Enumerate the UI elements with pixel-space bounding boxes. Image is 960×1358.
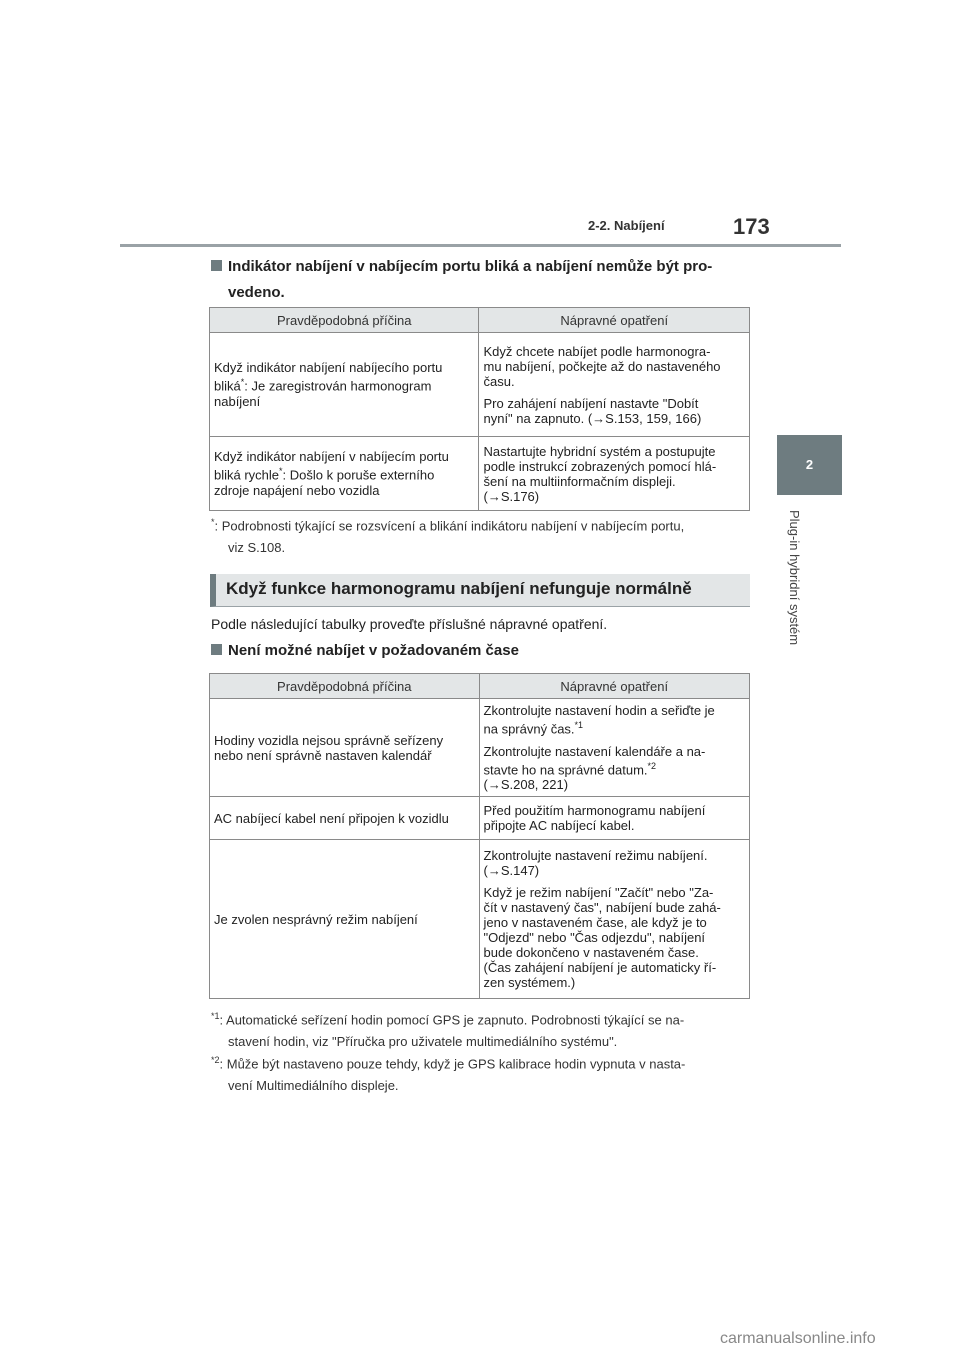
square-bullet-icon (211, 644, 222, 655)
table-row (210, 437, 750, 511)
fix-cell: Před použitím harmonogramu nabíjení připojte AC nabíjecí kabel. (479, 797, 750, 840)
cause-cell: Hodiny vozidla nejsou správně seřízeny nebo není správně nastaven kalendář (210, 699, 480, 797)
footnote: *: Podrobnosti týkající se rozsvícení a blikání indikátoru nabíjení v nabíjecím portu, viz S.108. (211, 517, 685, 556)
cause-cell: Je zvolen nesprávný režim nabíjení (210, 840, 480, 999)
table-row (210, 333, 750, 437)
chapter-tab[interactable]: 2 (777, 435, 842, 495)
watermark: carmanualsonline.info (720, 1330, 876, 1347)
fix-cell: Když chcete nabíjet podle harmonogra- mu nabíjení, počkejte až do nastaveného času. Pro zahájení nabíjení nastavte "Dobít nyní" na zapnuto. (→S.153, 159, 166) (479, 333, 750, 437)
table-row (210, 840, 750, 999)
table-row (210, 699, 750, 797)
cause-cell: Když indikátor nabíjení v nabíjecím portu bliká rychle*: Došlo k poruše externího zdroje napájení nebo vozidla (210, 437, 479, 511)
table-causes-1 (209, 307, 750, 511)
footnote: $^{*2}$: Může být nastaveno pouze tehdy, když je GPS kalibrace hodin vypnuta v nasta- vení Multimediálního displeje. (211, 1055, 686, 1094)
square-bullet-icon (211, 260, 222, 271)
fix-cell: Nastartujte hybridní systém a postupujte podle instrukcí zobrazených pomocí hlá- šení na multiinformačním displeji. (→S.176) (479, 437, 750, 511)
chapter-side-label: Plug-in hybridní systém (787, 510, 802, 646)
header-fix: Nápravné opatření (479, 308, 750, 333)
page-reference-link[interactable]: (→S.208, 221) (483, 776, 569, 792)
page-reference-link[interactable]: (→S.147) (483, 863, 540, 878)
intro-text: Podle následující tabulky proveďte příslušné nápravné opatření. (211, 616, 608, 632)
block1-heading: Indikátor nabíjení v nabíjecím portu bliká a nabíjení nemůže být pro- vedeno. (211, 254, 771, 306)
header-cause: Pravděpodobná příčina (210, 308, 479, 333)
fix-cell: Zkontrolujte nastavení režimu nabíjení. (→S.147) Když je režim nabíjení "Začít" nebo "Za- čít v nastavený čas", nabíjení bude zahá- jeno v nastaveném čase, ale když je to "Odjezd" nebo "Čas odjezdu", nabíjení bude dokončeno v nastaveném čase. (Čas zahájení nabíjení je automaticky ří- zen systémem.) (479, 840, 750, 999)
page-reference-link[interactable]: (→S.176) (483, 488, 540, 504)
table-causes-2 (209, 673, 750, 999)
cause-cell: AC nabíjecí kabel není připojen k vozidlu (210, 797, 480, 840)
section-title: 2-2. Nabíjení (588, 218, 665, 233)
table-header-row (210, 308, 750, 333)
cause-cell: Když indikátor nabíjení nabíjecího portu bliká*: Je zaregistrován harmonogram nabíjení (210, 333, 479, 437)
section-heading-bar: Když funkce harmonogramu nabíjení nefunguje normálně (210, 574, 750, 607)
fix-cell: Zkontrolujte nastavení hodin a seřiďte je na správný čas.$^{*1}$ Zkontrolujte nastavení kalendáře a na- stavte ho na správné datum.$^{*2}$ (→S.208, 221) (479, 699, 750, 797)
header-rule (120, 244, 841, 247)
header-cause: Pravděpodobná příčina (210, 674, 480, 699)
header-fix: Nápravné opatření (479, 674, 750, 699)
block2-subheading: Není možné nabíjet v požadovaném čase (211, 638, 519, 664)
page-reference-link[interactable]: nyní" na zapnuto. (→S.153, 159, 166) (483, 410, 702, 426)
table-header-row (210, 674, 750, 699)
table-row (210, 797, 750, 840)
footnote: $^{*1}$: Automatické seřízení hodin pomocí GPS je zapnuto. Podrobnosti týkající se na- stavení hodin, viz "Příručka pro uživatele multimediálního systému". (211, 1011, 685, 1050)
page-number: 173 (733, 214, 770, 239)
